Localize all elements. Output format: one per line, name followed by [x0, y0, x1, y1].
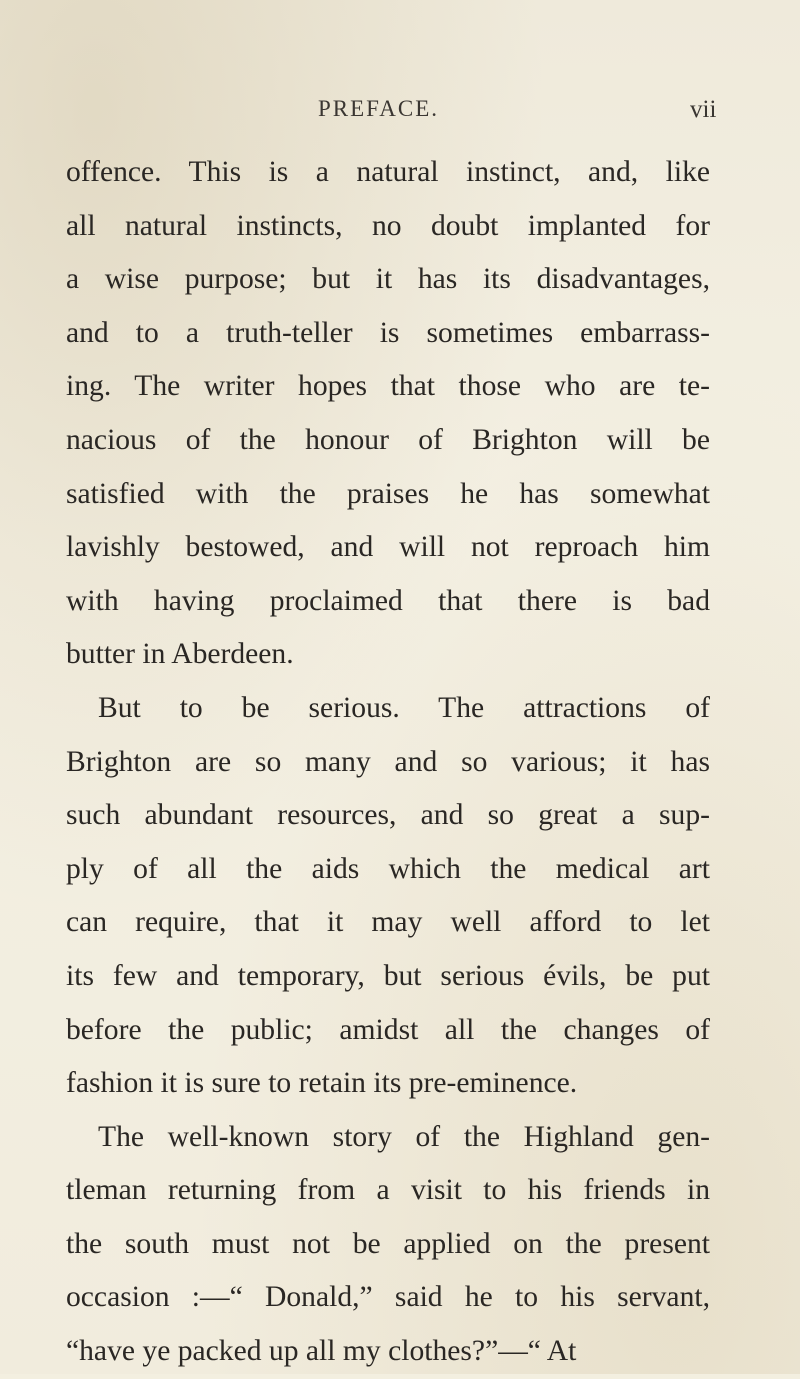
text-line: But to be serious. The attractions of — [98, 691, 710, 724]
text-line: a wise purpose; but it has its disadvantages, — [66, 263, 710, 296]
text-line: nacious of the honour of Brighton will be — [66, 423, 710, 456]
text-line: lavishly bestowed, and will not reproach him — [66, 531, 710, 564]
text-line: can require, that it may well afford to let — [66, 906, 710, 939]
text-line: its few and temporary, but serious évils, be put — [66, 959, 710, 992]
body-text — [66, 146, 710, 1379]
text-line: “have ye packed up all my clothes?”—“ At — [66, 1335, 577, 1368]
text-line: ply of all the aids which the medical art — [66, 852, 710, 885]
text-line: satisfied with the praises he has somewhat — [66, 477, 710, 510]
text-line: with having proclaimed that there is bad — [66, 584, 710, 617]
text-line: such abundant resources, and so great a sup- — [66, 799, 710, 832]
page-number: vii — [690, 96, 717, 123]
text-line: The well-known story of the Highland gen- — [98, 1120, 710, 1153]
text-line: Brighton are so many and so various; it has — [66, 745, 710, 778]
running-head: PREFACE. — [318, 96, 440, 121]
text-line: and to a truth-teller is sometimes embarrass- — [66, 316, 710, 349]
text-line: offence. This is a natural instinct, and, like — [66, 156, 710, 188]
text-line: fashion it is sure to retain its pre-eminence. — [66, 1067, 578, 1100]
text-line: all natural instincts, no doubt implanted for — [66, 209, 710, 242]
text-line: the south must not be applied on the present — [66, 1227, 710, 1260]
text-line: tleman returning from a visit to his friends in — [66, 1174, 710, 1207]
text-line: ing. The writer hopes that those who are te- — [66, 370, 710, 403]
text-line: occasion :—“ Donald,” said he to his servant, — [66, 1281, 710, 1314]
page-header — [0, 96, 800, 136]
text-line: butter in Aberdeen. — [66, 638, 294, 671]
text-line: before the public; amidst all the changes of — [66, 1013, 710, 1046]
